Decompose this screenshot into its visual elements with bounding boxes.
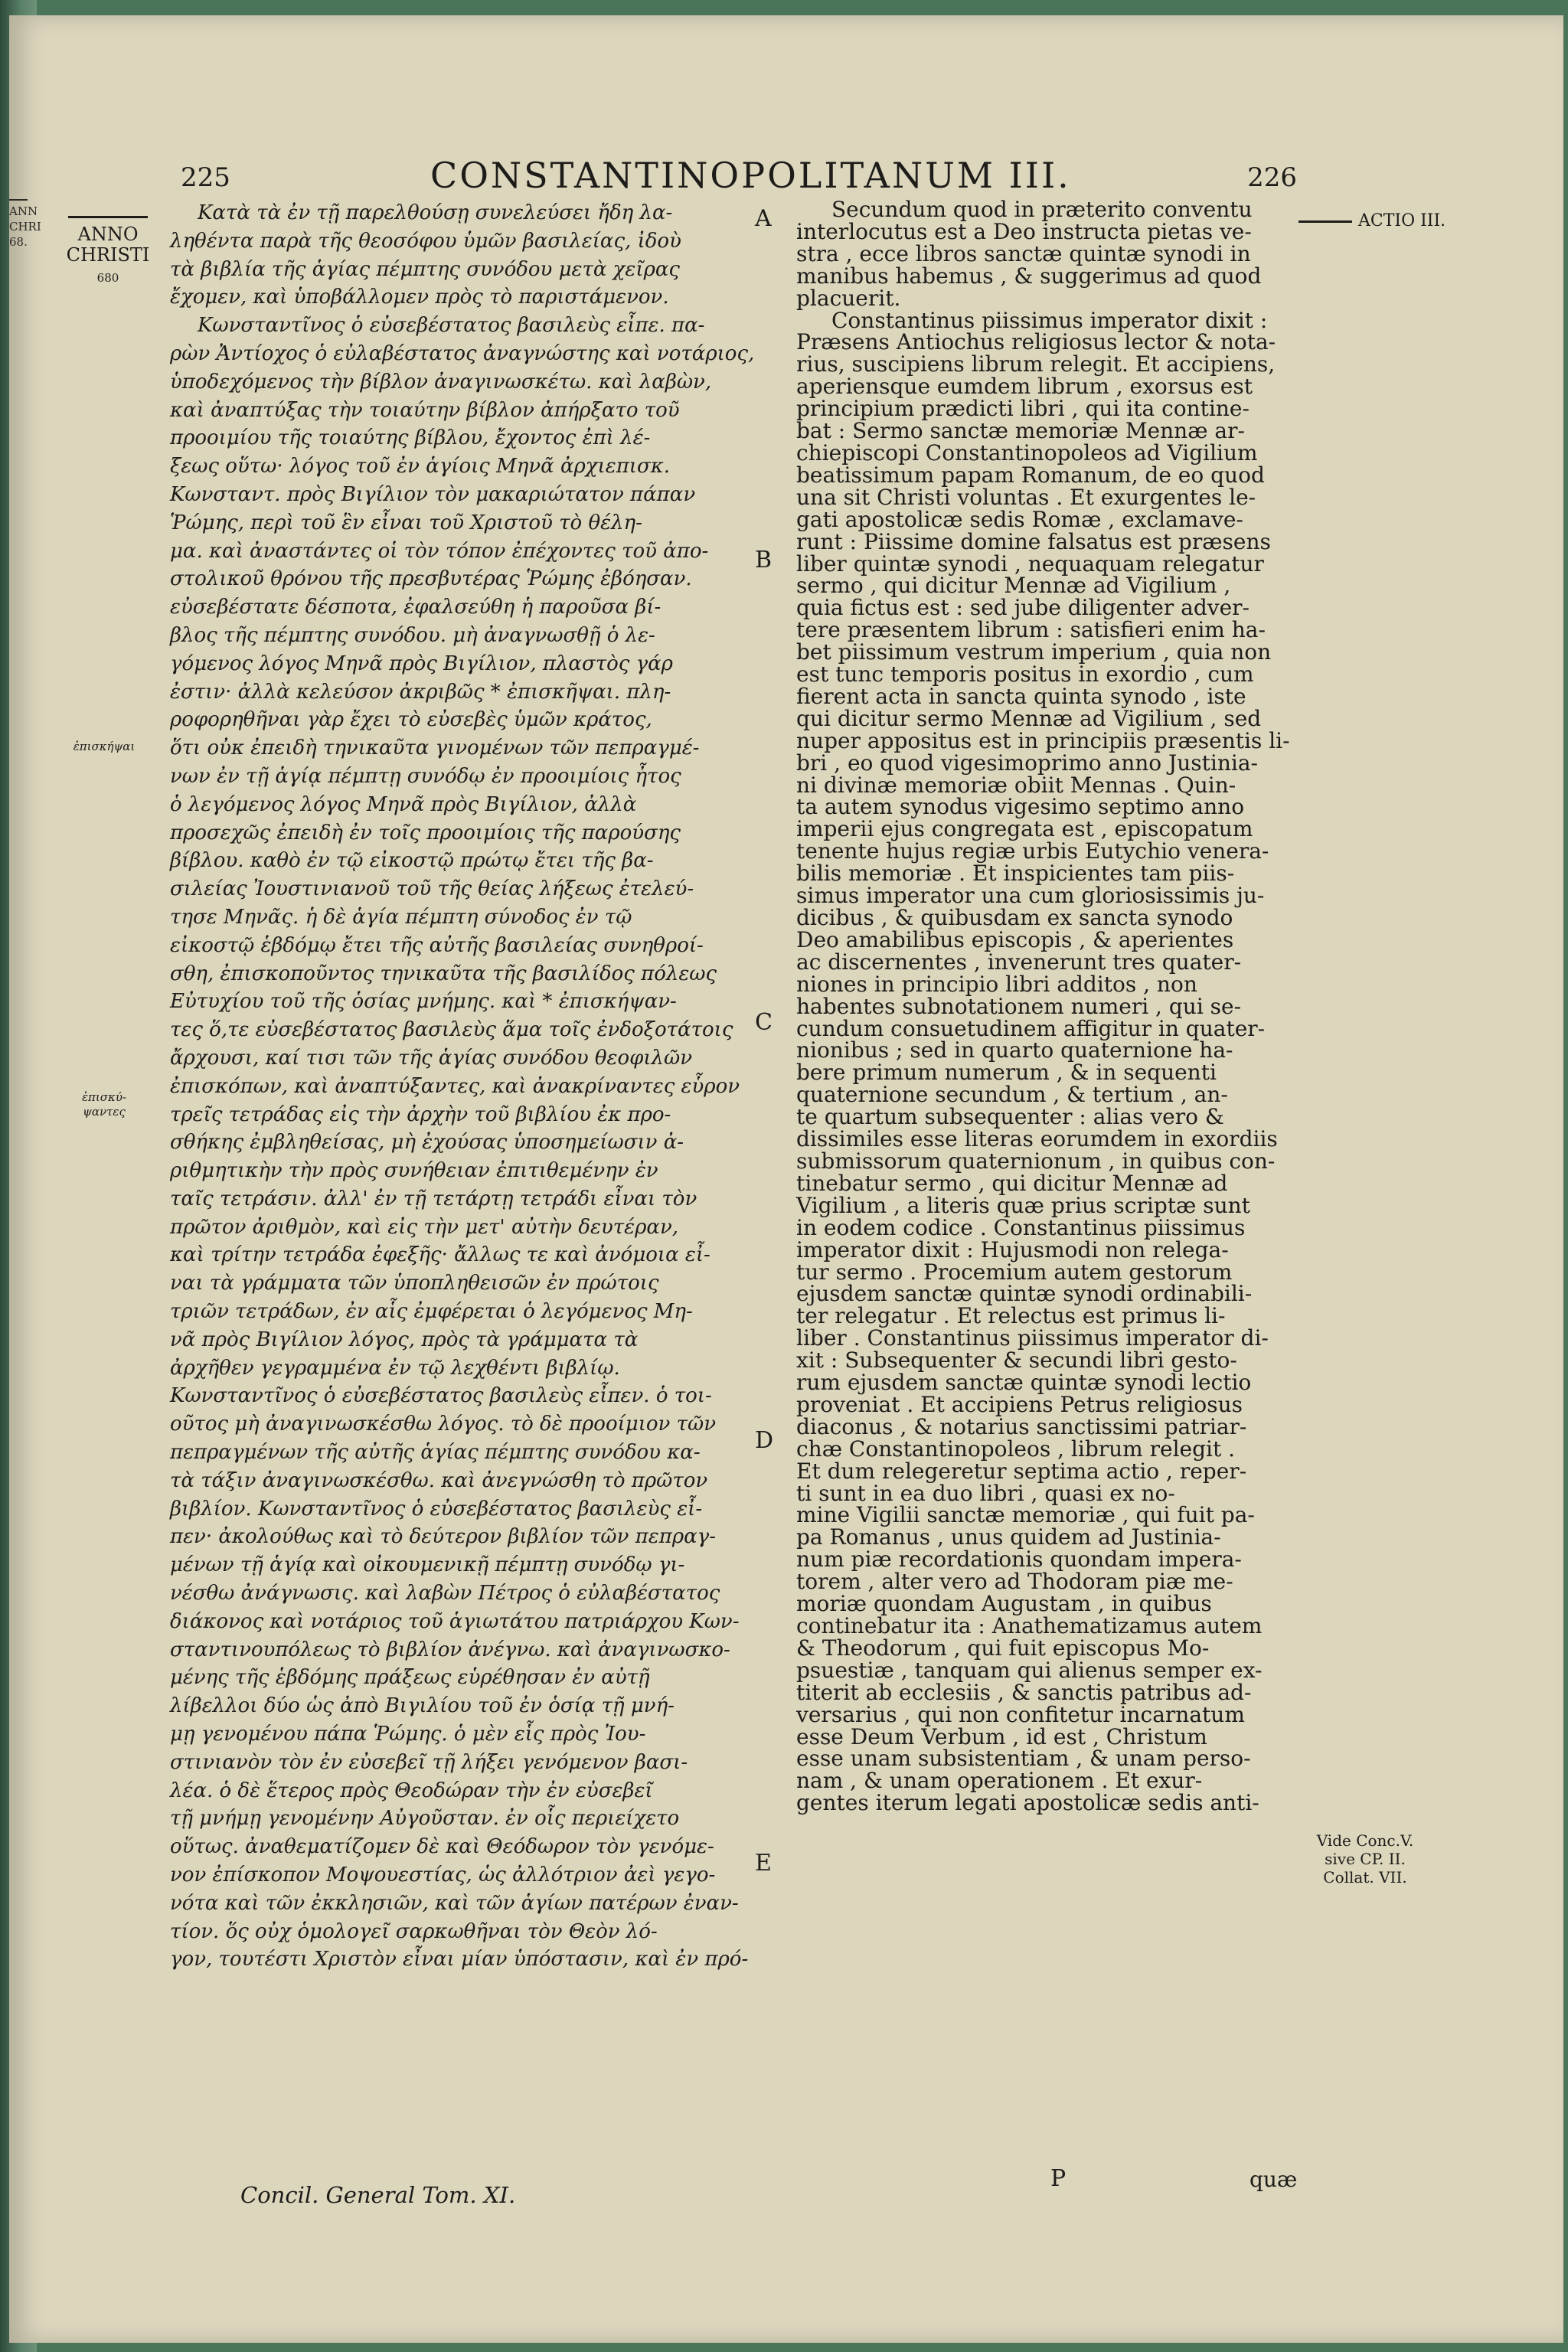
latin-line: simus imperator una cum gloriosissimis ju- xyxy=(796,883,1265,909)
latin-line: imperator dixit : Hujusmodi non relega- xyxy=(796,1236,1229,1263)
latin-line: versarius , qui non confitetur incarnatum xyxy=(796,1701,1245,1727)
greek-line: πρῶτον ἀριθμὸν, καὶ εἰς τὴν μετ' αὐτὴν δευτέραν, xyxy=(170,1215,679,1239)
greek-line: Κατὰ τὰ ἐν τῇ παρελθούσῃ συνελεύσει ἤδη λα- xyxy=(198,201,673,224)
greek-line: τὰ βιβλία τῆς ἁγίας πέμπτης συνόδου μετὰ χεῖρας xyxy=(170,257,680,281)
greek-line: διάκονος καὶ νοτάριος τοῦ ἁγιωτάτου πατριάρχου Κων- xyxy=(170,1609,740,1633)
latin-line: liber . Constantinus piissimus imperator di- xyxy=(796,1325,1269,1351)
latin-line: num piæ recordationis quondam impera- xyxy=(796,1547,1242,1573)
latin-line: ti sunt in ea duo libri , quasi ex no- xyxy=(796,1480,1175,1506)
footer-volume-reference: Concil. General Tom. XI. xyxy=(240,2182,516,2208)
greek-line: οῦτος μὴ ἀναγινωσκέσθω λόγος. τὸ δὲ προοίμιον τῶν xyxy=(170,1413,717,1436)
margin-note-variant-1: ἐπισκήψαι xyxy=(73,740,136,753)
bleed-rule xyxy=(9,199,28,201)
latin-line: dicibus , & quibusdam ex sancta synodo xyxy=(796,905,1233,930)
latin-line: tinebatur sermo , qui dicitur Mennæ ad xyxy=(796,1170,1228,1196)
latin-line: Secundum quod in præterito conventu xyxy=(831,197,1253,222)
greek-line: τριῶν τετράδων, ἐν αἷς ἐμφέρεται ὁ λεγόμενος Μη- xyxy=(170,1300,693,1324)
greek-line: ξεως οὕτω· λόγος τοῦ ἐν ἁγίοις Μηνᾶ ἀρχιεπισκ. xyxy=(170,455,671,479)
greek-line: καὶ ἀναπτύξας τὴν τοιαύτην βίβλον ἀπήρξατο τοῦ xyxy=(170,398,680,422)
greek-line: σιλείας Ἰουστινιανοῦ τοῦ τῆς θείας λήξεως ἐτελεύ- xyxy=(170,877,694,901)
greek-line: Κωνσταντῖνος ὁ εὐσεβέστατος βασιλεὺς εἶπε. πα- xyxy=(198,314,705,338)
greek-line: εὐσεβέστατε δέσποτα, ἐφαλσεύθη ἡ παροῦσα βί- xyxy=(170,596,662,619)
latin-line: dissimiles esse literas eorumdem in exordiis xyxy=(796,1126,1278,1152)
latin-line: bat : Sermo sanctæ memoriæ Mennæ ar- xyxy=(796,418,1245,444)
greek-line: λίβελλοι δύο ὡς ἀπὸ Βιγιλίου τοῦ ἐν ὁσίᾳ τῇ μνή- xyxy=(170,1694,675,1718)
greek-line: προοιμίου τῆς τοιαύτης βίβλου, ἔχοντος ἐπὶ λέ- xyxy=(170,426,651,450)
greek-line: ἄρχουσι, καί τισι τῶν τῆς ἁγίας συνόδου θεοφιλῶν xyxy=(170,1046,693,1070)
anno-label: ANNO xyxy=(77,224,139,245)
greek-line: Κωνσταντ. πρὸς Βιγίλιον τὸν μακαριώτατον πάπαν xyxy=(170,482,696,506)
greek-line: ὁ λεγόμενος λόγος Μηνᾶ πρὸς Βιγίλιον, ἀλλὰ xyxy=(170,792,637,816)
latin-line: rum ejusdem sanctæ quintæ synodi lectio xyxy=(796,1370,1252,1396)
greek-line: σθη, ἐπισκοποῦντος τηνικαῦτα τῆς βασιλίδος πόλεως xyxy=(170,962,717,985)
latin-line: nionibus ; sed in quarto quaternione ha- xyxy=(796,1037,1233,1063)
latin-line: est tunc temporis positus in exordio , cum xyxy=(796,662,1254,688)
greek-line: ροφορηθῆναι γὰρ ἔχει τὸ εὐσεβὲς ὑμῶν κράτος, xyxy=(170,708,652,732)
greek-line: ληθέντα παρὰ τῆς θεοσόφου ὑμῶν βασιλείας, ἰδοὺ xyxy=(170,229,681,253)
latin-line: runt : Piissime domine falsatus est præsens xyxy=(796,528,1271,554)
greek-line: στινιανὸν τὸν ἐν εὐσεβεῖ τῇ λήξει γενόμενον βασι- xyxy=(170,1750,688,1774)
greek-line: ἀρχῆθεν γεγραμμένα ἐν τῷ λεχθέντι βιβλίῳ. xyxy=(170,1356,620,1380)
latin-line: sermo , qui dicitur Mennæ ad Vigilium , xyxy=(796,573,1231,599)
latin-line: nam , & unam operationem . Et exur- xyxy=(796,1768,1203,1794)
latin-line: proveniat . Et accipiens Petrus religiosus xyxy=(796,1391,1243,1417)
latin-line: bet piissimum vestrum imperium , quia non xyxy=(796,639,1272,665)
latin-line: ac discernentes , invenerunt tres quater- xyxy=(796,949,1242,975)
greek-line: νέσθω ἀνάγνωσις. καὶ λαβὼν Πέτρος ὁ εὐλαβέστατος xyxy=(170,1582,720,1606)
section-letter-b: B xyxy=(755,547,773,573)
cross-reference-line1: Vide Conc.V. xyxy=(1316,1831,1414,1850)
latin-line: psuestiæ , tanquam qui alienus semper ex- xyxy=(796,1657,1263,1683)
greek-line: νότα καὶ τῶν ἐκκλησιῶν, καὶ τῶν ἁγίων πατέρων ἐναν- xyxy=(170,1891,739,1915)
latin-line: aperiensque eumdem librum , exorsus est xyxy=(796,374,1253,400)
right-page-number: 226 xyxy=(1247,162,1297,193)
greek-line: προσεχῶς ἐπειδὴ ἐν τοῖς προοιμίοις τῆς παρούσης xyxy=(170,821,681,844)
greek-line: πεπραγμένων τῆς αὐτῆς ἁγίας πέμπτης συνόδου κα- xyxy=(170,1441,701,1465)
greek-line: Κωνσταντῖνος ὁ εὐσεβέστατος βασιλεὺς εἶπεν. ὁ τοι- xyxy=(170,1384,712,1408)
greek-line: ἔχομεν, καὶ ὑποβάλλομεν πρὸς τὸ παριστάμενον. xyxy=(170,286,669,309)
latin-line: Constantinus piissimus imperator dixit : xyxy=(831,307,1268,333)
section-letter-d: D xyxy=(755,1427,774,1454)
latin-line: gati apostolicæ sedis Romæ , exclamave- xyxy=(796,506,1243,532)
margin-note-variant-2-line1: ἐπισκύ- xyxy=(81,1090,127,1104)
greek-text-column xyxy=(170,199,775,1974)
greek-line: μένης τῆς ἑβδόμης πράξεως εὑρέθησαν ἐν αὐτῇ xyxy=(170,1666,650,1690)
greek-line: ριθμητικὴν τὴν πρὸς συνήθειαν ἐπιτιθεμένην ἐν xyxy=(170,1159,658,1183)
bleed-fragment: ANN xyxy=(9,204,38,218)
latin-line: Et dum relegeretur septima actio , reper- xyxy=(796,1458,1247,1484)
latin-line: niones in principio libri additos , non xyxy=(796,971,1197,997)
latin-line: interlocutus est a Deo instructa pietas ve- xyxy=(796,218,1252,244)
latin-line: stra , ecce libros sanctæ quintæ synodi in xyxy=(796,240,1251,266)
latin-line: esse unam subsistentiam , & unam perso- xyxy=(796,1746,1251,1772)
greek-line: μα. καὶ ἀναστάντες οἱ τὸν τόπον ἐπέχοντες τοῦ ἀπο- xyxy=(170,539,709,563)
greek-line: εἰκοστῷ ἑβδόμῳ ἔτει τῆς αὐτῆς βασιλείας συνηθροί- xyxy=(170,933,704,957)
actio-marker xyxy=(1298,211,1446,230)
greek-line: γόμενος λόγος Μηνᾶ πρὸς Βιγίλιον, πλαστὸς γάρ xyxy=(170,652,673,675)
greek-line: ἐστιν· ἀλλὰ κελεύσον ἀκριβῶς * ἐπισκῆψαι. πλη- xyxy=(170,680,671,704)
latin-line: nuper appositus est in principiis præsentis li- xyxy=(796,727,1290,753)
anno-rule xyxy=(68,216,148,218)
greek-line: τὰ τάξιν ἀναγινωσκέσθω. καὶ ἀνεγνώσθη τὸ πρῶτον xyxy=(170,1468,708,1492)
greek-line: τίον. ὅς οὐχ ὁμολογεῖ σαρκωθῆναι τὸν Θεὸν λό- xyxy=(170,1919,658,1943)
latin-line: mine Vigilii sanctæ memoriæ , qui fuit pa- xyxy=(796,1502,1255,1528)
running-title: CONSTANTINOPOLITANUM III. xyxy=(430,155,1071,196)
greek-line: Εὐτυχίου τοῦ τῆς ὁσίας μνήμης. καὶ * ἐπισκήψαν- xyxy=(170,990,677,1014)
greek-line: ταῖς τετράσιν. ἀλλ' ἐν τῇ τετάρτῃ τετράδι εἶναι τὸν xyxy=(170,1187,697,1210)
latin-line: bilis memoriæ . Et inspicientes tam piis- xyxy=(796,861,1235,887)
bleed-fragment: 68. xyxy=(9,235,28,249)
latin-line: tenente hujus regiæ urbis Eutychio venera- xyxy=(796,838,1269,864)
latin-line: te quartum subsequenter : alias vero & xyxy=(796,1104,1224,1130)
latin-line: liber quintæ synodi , nequaquam relegatur xyxy=(796,550,1264,577)
greek-line: σταντινουπόλεως τὸ βιβλίον ἀνέγνω. καὶ ἀναγινωσκο- xyxy=(170,1638,730,1661)
latin-line: bere primum numerum , & in sequenti xyxy=(796,1060,1217,1086)
latin-text-column xyxy=(796,199,1302,1815)
greek-line: τῇ μνήμῃ γενομένην Αὐγοῦσταν. ἐν οἷς περιείχετο xyxy=(170,1807,680,1831)
latin-line: & Theodorum , qui fuit episcopus Mo- xyxy=(796,1635,1210,1661)
greek-line: νᾶ πρὸς Βιγίλιον λόγος, πρὸς τὰ γράμματα τὰ xyxy=(170,1328,639,1351)
latin-line: qui dicitur sermo Mennæ ad Vigilium , sed xyxy=(796,705,1262,731)
actio-rule xyxy=(1298,220,1352,223)
previous-page-bleed xyxy=(9,199,41,250)
latin-line: cundum consuetudinem affigitur in quater- xyxy=(796,1015,1266,1041)
left-page-number: 225 xyxy=(181,162,230,193)
catchword: quæ xyxy=(1250,2167,1298,2192)
latin-line: continebatur ita : Anathematizamus autem xyxy=(796,1613,1263,1638)
latin-line: Præsens Antiochus religiosus lector & nota- xyxy=(796,329,1276,355)
greek-line: σθήκης ἐμβληθείσας, μὴ ἐχούσας ὑποσημείωσιν ἀ- xyxy=(170,1131,684,1155)
section-letter-a: A xyxy=(755,205,772,232)
greek-line: τρεῖς τετράδας εἰς τὴν ἀρχὴν τοῦ βιβλίου ἐκ προ- xyxy=(170,1102,671,1126)
greek-line: λέα. ὁ δὲ ἕτερος πρὸς Θεοδώραν τὴν ἐν εὐσεβεῖ xyxy=(170,1779,653,1802)
greek-line: ὅτι οὐκ ἐπειδὴ τηνικαῦτα γινομένων τῶν πεπραγμέ- xyxy=(170,737,700,760)
section-letter-c: C xyxy=(755,1009,773,1036)
latin-line: chiepiscopi Constantinopoleos ad Vigilium xyxy=(796,439,1258,466)
margin-note-cross-reference xyxy=(1315,1831,1415,1886)
latin-line: una sit Christi voluntas . Et exurgentes le- xyxy=(796,484,1256,510)
greek-line: βιβλίον. Κωνσταντῖνος ὁ εὐσεβέστατος βασιλεὺς εἶ- xyxy=(170,1497,703,1521)
greek-line: νων ἐν τῇ ἁγίᾳ πέμπτῃ συνόδῳ ἐν προοιμίοις ἦτος xyxy=(170,764,681,788)
section-letter-e: E xyxy=(755,1850,772,1877)
greek-line: ἐπισκόπων, καὶ ἀναπτύξαντες, καὶ ἀνακρίναντες εὗρον xyxy=(170,1074,740,1098)
latin-line: bri , eo quod vigesimoprimo anno Justinia- xyxy=(796,750,1258,776)
latin-line: imperii ejus congregata est , episcopatum xyxy=(796,816,1253,842)
greek-line: ρὼν Ἀντίοχος ὁ εὐλαβέστατος ἀναγνώστης καὶ νοτάριος, xyxy=(170,341,755,365)
latin-line: manibus habemus , & suggerimus ad quod xyxy=(796,263,1262,289)
latin-line: moriæ quondam Augustam , in quibus xyxy=(796,1591,1212,1617)
signature-mark: P xyxy=(1050,2165,1067,2192)
latin-line: fierent acta in sancta quinta synodo , iste xyxy=(796,683,1246,709)
book-page xyxy=(9,15,1563,2343)
greek-line: τησε Μηνᾶς. ἡ δὲ ἁγία πέμπτη σύνοδος ἐν τῷ xyxy=(170,905,632,929)
latin-line: in eodem codice . Constantinus piissimus xyxy=(796,1214,1246,1240)
latin-line: quaternione secundum , & tertium , an- xyxy=(796,1082,1228,1108)
latin-line: Vigilium , a literis quæ prius scriptæ sunt xyxy=(796,1192,1250,1218)
latin-line: torem , alter vero ad Thodoram piæ me- xyxy=(796,1569,1233,1595)
greek-line: γον, τουτέστι Χριστὸν εἶναι μίαν ὑπόστασιν, καὶ ἐν πρό- xyxy=(170,1948,749,1971)
latin-line: submissorum quaternionum , in quibus con- xyxy=(796,1148,1276,1174)
greek-line: οὕτως. ἀναθεματίζομεν δὲ καὶ Θεόδωρον τὸν γενόμε- xyxy=(170,1835,714,1859)
greek-line: μένων τῇ ἁγίᾳ καὶ οἰκουμενικῇ πέμπτῃ συνόδῳ γι- xyxy=(170,1553,685,1577)
cross-reference-line3: Collat. VII. xyxy=(1323,1868,1407,1886)
latin-line: ter relegatur . Et relectus est primus li- xyxy=(796,1303,1226,1329)
latin-line: tur sermo . Procemium autem gestorum xyxy=(796,1259,1233,1285)
latin-line: beatissimum papam Romanum, de eo quod xyxy=(796,462,1265,488)
latin-line: Deo amabilibus episcopis , & aperientes xyxy=(796,926,1234,952)
greek-line: τες ὅ,τε εὐσεβέστατος βασιλεὺς ἅμα τοῖς ἐνδοξοτάτοις xyxy=(170,1018,733,1042)
christi-label: CHRISTI xyxy=(66,244,150,266)
latin-line: ta autem synodus vigesimo septimo anno xyxy=(796,794,1245,820)
greek-line: Ῥώμης, περὶ τοῦ ἓν εἶναι τοῦ Χριστοῦ τὸ θέλη- xyxy=(170,511,642,534)
latin-line: pa Romanus , unus quidem ad Justinia- xyxy=(796,1524,1221,1550)
anno-year: 680 xyxy=(96,271,119,285)
greek-line: πεν· ἀκολούθως καὶ τὸ δεύτερον βιβλίον τῶν πεπραγ- xyxy=(170,1525,716,1549)
greek-line: βίβλου. καθὸ ἐν τῷ εἰκοστῷ πρώτῳ ἔτει τῆς βα- xyxy=(170,849,654,873)
latin-line: titerit ab ecclesiis , & sanctis patribus ad- xyxy=(796,1679,1252,1705)
latin-line: xit : Subsequenter & secundi libri gesto- xyxy=(796,1348,1237,1374)
latin-line: tere præsentem librum : satisfieri enim ha- xyxy=(796,617,1266,643)
greek-line: ὑποδεχόμενος τὴν βίβλον ἀναγινωσκέτω. καὶ λαβὼν, xyxy=(170,370,712,394)
latin-line: principium prædicti libri , qui ita contine- xyxy=(796,396,1250,422)
latin-line: rius, suscipiens librum relegit. Et accipiens, xyxy=(796,351,1276,377)
latin-line: quia fictus est : sed jube diligenter adver- xyxy=(796,595,1250,621)
page-header xyxy=(170,155,1297,198)
latin-line: gentes iterum legati apostolicæ sedis anti- xyxy=(796,1790,1259,1816)
latin-line: esse Deum Verbum , id est , Christum xyxy=(796,1723,1207,1749)
greek-line: βλος τῆς πέμπτης συνόδου. μὴ ἀναγνωσθῇ ὁ λε- xyxy=(170,623,655,647)
latin-line: ni divinæ memoriæ obiit Mennas . Quin- xyxy=(796,772,1236,798)
bleed-fragment: CHRI xyxy=(9,220,41,234)
margin-note-variant-2 xyxy=(51,1090,158,1119)
latin-line: ejusdem sanctæ quintæ synodi ordinabili- xyxy=(796,1281,1253,1307)
greek-line: ναι τὰ γράμματα τῶν ὑποπληθεισῶν ἐν πρώτοις xyxy=(170,1272,659,1295)
latin-line: diaconus , & notarius sanctissimi patriar- xyxy=(796,1413,1247,1439)
greek-line: μῃ γενομένου πάπα Ῥώμης. ὁ μὲν εἷς πρὸς Ἰου- xyxy=(170,1723,646,1746)
margin-note-variant-2-line2: ψαντες xyxy=(83,1105,126,1119)
actio-label: ACTIO III. xyxy=(1358,211,1446,230)
cross-reference-line2: sive CP. II. xyxy=(1325,1850,1406,1868)
latin-line: placuerit. xyxy=(796,285,901,311)
greek-line: καὶ τρίτην τετράδα ἐφεξῆς· ἄλλως τε καὶ ἀνόμοια εἶ- xyxy=(170,1243,710,1267)
latin-line: chæ Constantinopoleos , librum relegit . xyxy=(796,1436,1236,1462)
latin-line: habentes subnotationem numeri , qui se- xyxy=(796,993,1242,1019)
greek-line: νον ἐπίσκοπον Μοψουεστίας, ὡς ἀλλότριον ἀεὶ γεγο- xyxy=(170,1864,716,1887)
anno-christi-marker xyxy=(58,216,158,289)
greek-line: στολικοῦ θρόνου τῆς πρεσβυτέρας Ῥώμης ἐβόησαν. xyxy=(170,567,692,591)
